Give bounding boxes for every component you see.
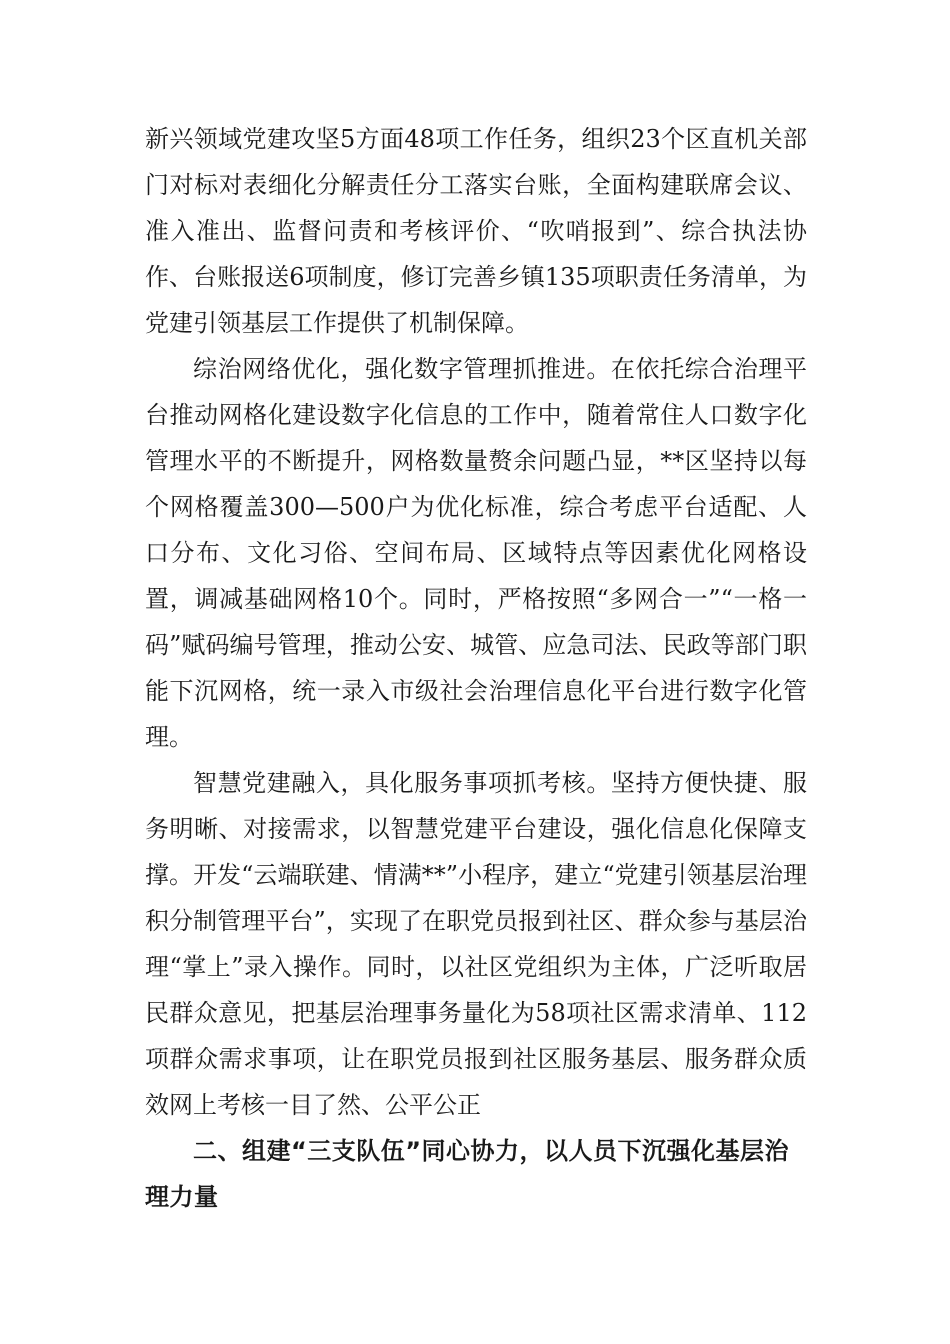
paragraph-mechanism-guarantee: 新兴领域党建攻坚5方面48项工作任务，组织23个区直机关部门对标对表细化分解责任分工落实台账，全面构建联席会议、准入准出、监督问责和考核评价、“吹哨报到”、综合执法协作、台账报送6项制度，修订完善乡镇135项职责任务清单，为党建引领基层工作提供了机制保障。	[145, 125, 807, 337]
document-body	[145, 116, 807, 1220]
paragraph-grid-optimization: 综治网络优化，强化数字管理抓推进。在依托综合治理平台推动网格化建设数字化信息的工作中，随着常住人口数字化管理水平的不断提升，网格数量赘余问题凸显，**区坚持以每个网格覆盖300—500户为优化标准，综合考虑平台适配、人口分布、文化习俗、空间布局、区域特点等因素优化网格设置，调减基础网格10个。同时，严格按照“多网合一”“一格一码”赋码编号管理，推动公安、城管、应急司法、民政等部门职能下沉网格，统一录入市级社会治理信息化平台进行数字化管理。	[145, 355, 807, 751]
paragraph-smart-party-building: 智慧党建融入，具化服务事项抓考核。坚持方便快捷、服务明晰、对接需求，以智慧党建平台建设，强化信息化保障支撑。开发“云端联建、情满**”小程序，建立“党建引领基层治理积分制管理平台”，实现了在职党员报到社区、群众参与基层治理“掌上”录入操作。同时，以社区党组织为主体，广泛听取居民群众意见，把基层治理事务量化为58项社区需求清单、112项群众需求事项，让在职党员报到社区服务基层、服务群众质效网上考核一目了然、公平公正	[145, 769, 807, 1119]
section-heading-three-teams: 二、组建“三支队伍”同心协力，以人员下沉强化基层治理力量	[145, 1137, 790, 1211]
